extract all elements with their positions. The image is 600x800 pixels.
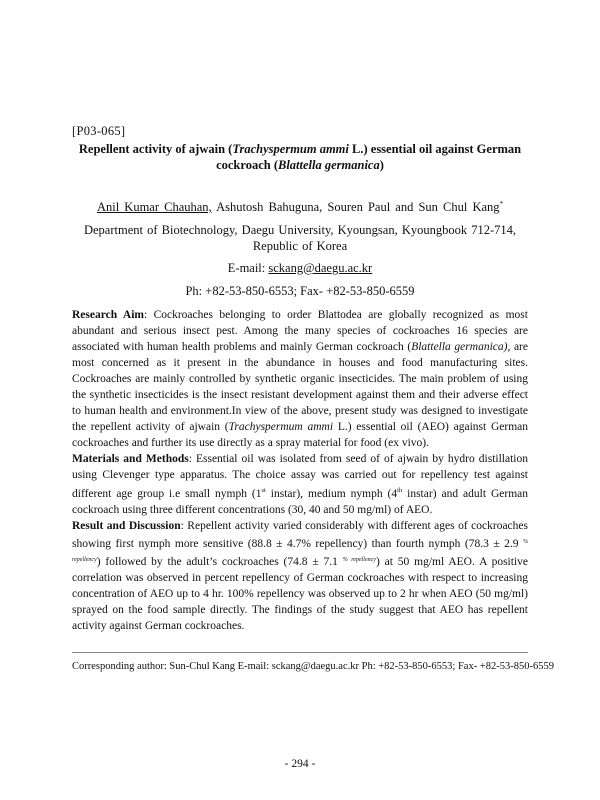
superscript: st [261,487,266,494]
footer-divider [72,652,528,653]
species-name: Trachyspermum ammi [228,421,334,433]
superscript: th [397,487,403,494]
email-link[interactable]: sckang@daegu.ac.kr [268,261,373,275]
paragraph-text: : Essential oil was isolated from seed of of ajwain by hydro distillation using Clevenger type apparatus. The choice assay was carried out for repellency test against different age group i.e small nymph (1 [72,453,528,500]
title-part: Repellent activity of ajwain ( [78,142,233,156]
unit-note: % repellency [72,538,528,563]
co-authors: Ashutosh Bahuguna, Souren Paul and Sun Chul Kang [211,200,500,215]
paragraph-text: are most concerned as it present in the abundance in houses and food manufacturing sites. Cockroaches are mainly controlled by synthetic organic insecticides. The main problem of using the synthetic insecticides is the insect resistant development against them and their adverse effect to human health and environment.In view of the above, present study was designed to investigate the repellent activity of ajwain ( [72,341,528,433]
paragraph-text: instar), medium nymph (4 [265,487,398,500]
section-heading: Result and Discussion [72,519,181,532]
presenting-author: Anil Kumar Chauhan, [96,200,212,215]
email-label: E-mail: [227,261,269,275]
research-aim-paragraph [72,307,528,451]
corresponding-details: Sun-Chul Kang E-mail: sckang@daegu.ac.kr Ph: +82-53-850-6553; Fax- +82-53-850-6559 [169,661,554,672]
corresponding-mark: * [499,200,504,208]
title-species: Blattella germanica [278,158,380,172]
author-list [72,200,528,215]
paragraph-text: : Cockroaches belonging to order Blattodea are globally recognized as most abundant and serious insect pest. Among the many species of cockroaches 16 species are associated with human health problems and mainly German cockroach ( [72,309,528,353]
paper-title [72,141,528,173]
title-part: L.) essential oil against German cockroach ( [216,142,522,172]
affiliation: Department of Biotechnology, Daegu University, Kyoungsan, Kyoungbook 712-714, Republic of Korea [83,223,517,253]
paragraph-text: : Repellent activity varied considerably with different ages of cockroaches showing first nymph more sensitive (88.8 ± 4.7% repellency) than fourth nymph (78.3 ± 2.9 [72,519,528,550]
paragraph-text: instar) and adult German cockroach using three different concentrations (30, 40 and 50 mg/ml) of AEO. [72,487,529,516]
title-species: Trachyspermum ammi [232,142,349,156]
methods-paragraph [72,451,528,518]
paragraph-text: L.) essential oil (AEO) against German cockroaches and further its use directly as a spray material for food (ex vivo). [72,421,528,449]
title-part: ) [379,158,384,172]
contact-phone: Ph: +82-53-850-6553; Fax- +82-53-850-6559 [185,284,415,298]
unit-note: % repellency [342,556,376,563]
contact-email [72,261,528,276]
corresponding-author-note [72,661,554,672]
abstract-body [72,307,528,634]
results-paragraph [72,518,528,634]
page-number: - 294 - [284,758,316,770]
abstract-code: [P03-065] [72,124,126,138]
paragraph-text: ) at 50 mg/ml AEO. A positive correlation was observed in percent repellency of German cockroaches with respect to increasing concentration of AEO up to 4 hr. 100% repellency was observed up to 2 hr when AEO (50 mg/ml) sprayed on the food sample directly. The findings of the study suggest that AEO has repellent activity against German cockroaches. [72,555,528,632]
corresponding-label: Corresponding author: [72,661,170,672]
section-heading: Materials and Methods [72,453,189,465]
section-heading: Research Aim [72,309,144,321]
species-name: Blattella germanica), [411,341,511,353]
paragraph-text: ) followed by the adult’s cockroaches (74.8 ± 7.1 [96,555,343,568]
